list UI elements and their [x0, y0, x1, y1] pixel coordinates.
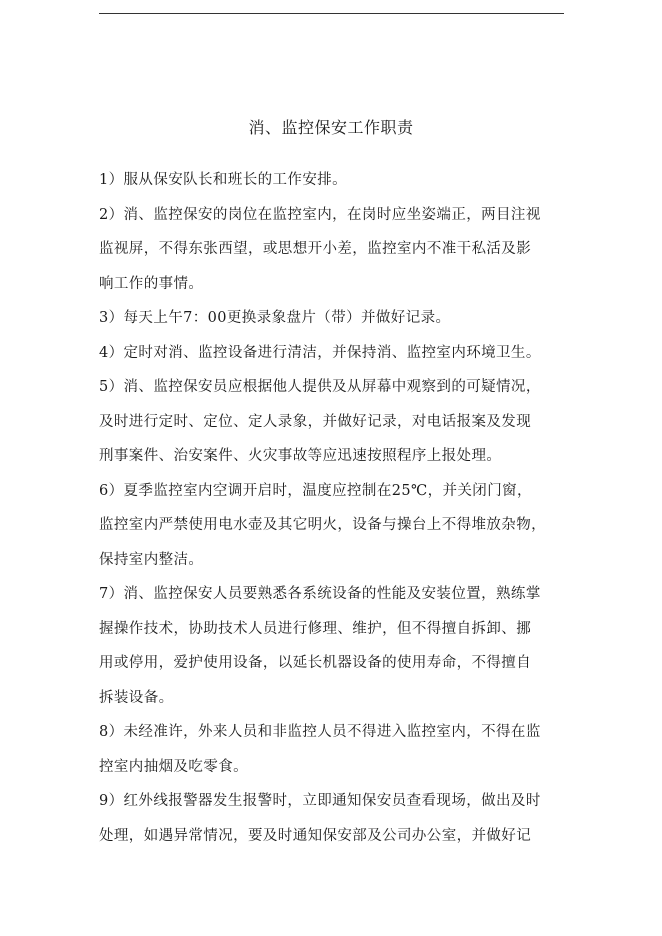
text-line: 处理，如遇异常情况，要及时通知保安部及公司办公室，并做好记: [99, 827, 532, 844]
text-line: 及时进行定时、定位、定人录象，并做好记录，对电话报案及发现: [99, 413, 532, 430]
text-line: 握操作技术，协助技术人员进行修理、维护，但不得擅自拆卸、挪: [99, 620, 532, 637]
text-line: 8）未经准许，外来人员和非监控人员不得进入监控室内，不得在监: [99, 724, 541, 740]
header-rule: [99, 13, 564, 14]
text-line: 监控室内严禁使用电水壶及其它明火，设备与操台上不得堆放杂物，: [99, 517, 546, 533]
text-line: 控室内抽烟及吃零食。: [99, 758, 248, 775]
page-title: 消、监控保安工作职责: [248, 118, 414, 137]
text-line: 3）每天上午7：00更换录象盘片（带）并做好记录。: [99, 310, 451, 326]
text-line: 4）定时对消、监控设备进行清洁，并保持消、监控室内环境卫生。: [99, 344, 541, 361]
text-line: 1）服从保安队长和班长的工作安排。: [99, 172, 348, 188]
text-line: 响工作的事情。: [99, 275, 204, 292]
text-line: 用或停用，爱护使用设备，以延长机器设备的使用寿命，不得擅自: [99, 655, 532, 671]
text-line: 9）红外线报警器发生报警时，立即通知保安员查看现场，做出及时: [99, 793, 541, 809]
text-line: 7）消、监控保安人员要熟悉各系统设备的性能及安装位置，熟练掌: [99, 586, 541, 602]
text-line: 5）消、监控保安员应根据他人提供及从屏幕中观察到的可疑情况，: [99, 379, 541, 395]
document-body: [99, 163, 566, 853]
text-line: 拆装设备。: [99, 689, 174, 706]
text-line: 2）消、监控保安的岗位在监控室内，在岗时应坐姿端正，两目注视: [99, 206, 541, 223]
text-line: 保持室内整洁。: [99, 551, 204, 568]
text-line: 刑事案件、治安案件、火灾事故等应迅速按照程序上报处理。: [99, 448, 502, 464]
text-line: 6）夏季监控室内空调开启时，温度应控制在25℃，并关闭门窗，: [99, 482, 532, 499]
text-line: 监视屏，不得东张西望，或思想开小差，监控室内不准干私活及影: [99, 241, 532, 257]
